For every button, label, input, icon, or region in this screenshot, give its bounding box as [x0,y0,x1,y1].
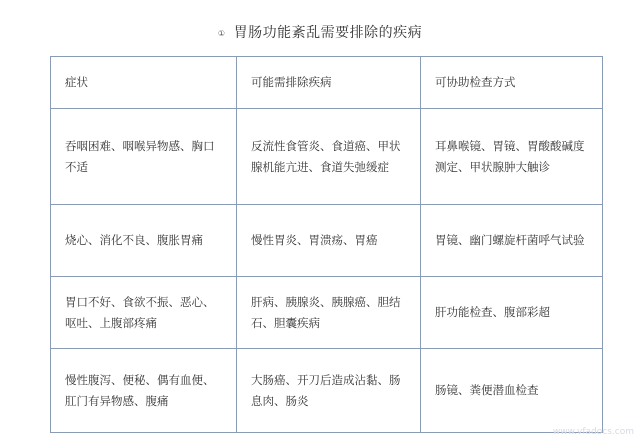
disease-table [50,56,603,433]
cell-disease: 肝病、胰腺炎、胰腺癌、胆结石、胆囊疾病 [237,277,421,349]
cell-disease: 慢性胃炎、胃溃疡、胃癌 [237,205,421,277]
table-row [51,277,603,349]
watermark: www.vfadocs.com [552,427,634,437]
cell-symptom: 胃口不好、食欲不振、恶心、呕吐、上腹部疼痛 [51,277,237,349]
table-row [51,109,603,205]
header-possible-disease: 可能需排除疾病 [237,57,421,109]
cell-exam: 耳鼻喉镜、胃镜、胃酸酸碱度测定、甲状腺肿大触诊 [421,109,603,205]
page-title [0,22,640,42]
cell-symptom: 慢性腹泻、便秘、偶有血便、肛门有异物感、腹痛 [51,349,237,433]
title-text: 胃肠功能紊乱需要排除的疾病 [233,25,423,41]
disease-table-container [50,56,602,432]
title-number: ① [217,28,226,38]
cell-symptom: 吞咽困难、咽喉异物感、胸口不适 [51,109,237,205]
cell-exam: 肝功能检查、腹部彩超 [421,277,603,349]
cell-disease: 大肠癌、开刀后造成沾黏、肠息肉、肠炎 [237,349,421,433]
table-row [51,205,603,277]
header-exam-method: 可协助检查方式 [421,57,603,109]
cell-exam: 胃镜、幽门螺旋杆菌呼气试验 [421,205,603,277]
header-symptom: 症状 [51,57,237,109]
cell-exam: 肠镜、粪便潜血检查 [421,349,603,433]
cell-symptom: 烧心、消化不良、腹胀胃痛 [51,205,237,277]
cell-disease: 反流性食管炎、食道癌、甲状腺机能亢进、食道失弛缓症 [237,109,421,205]
table-row [51,349,603,433]
table-header-row [51,57,603,109]
